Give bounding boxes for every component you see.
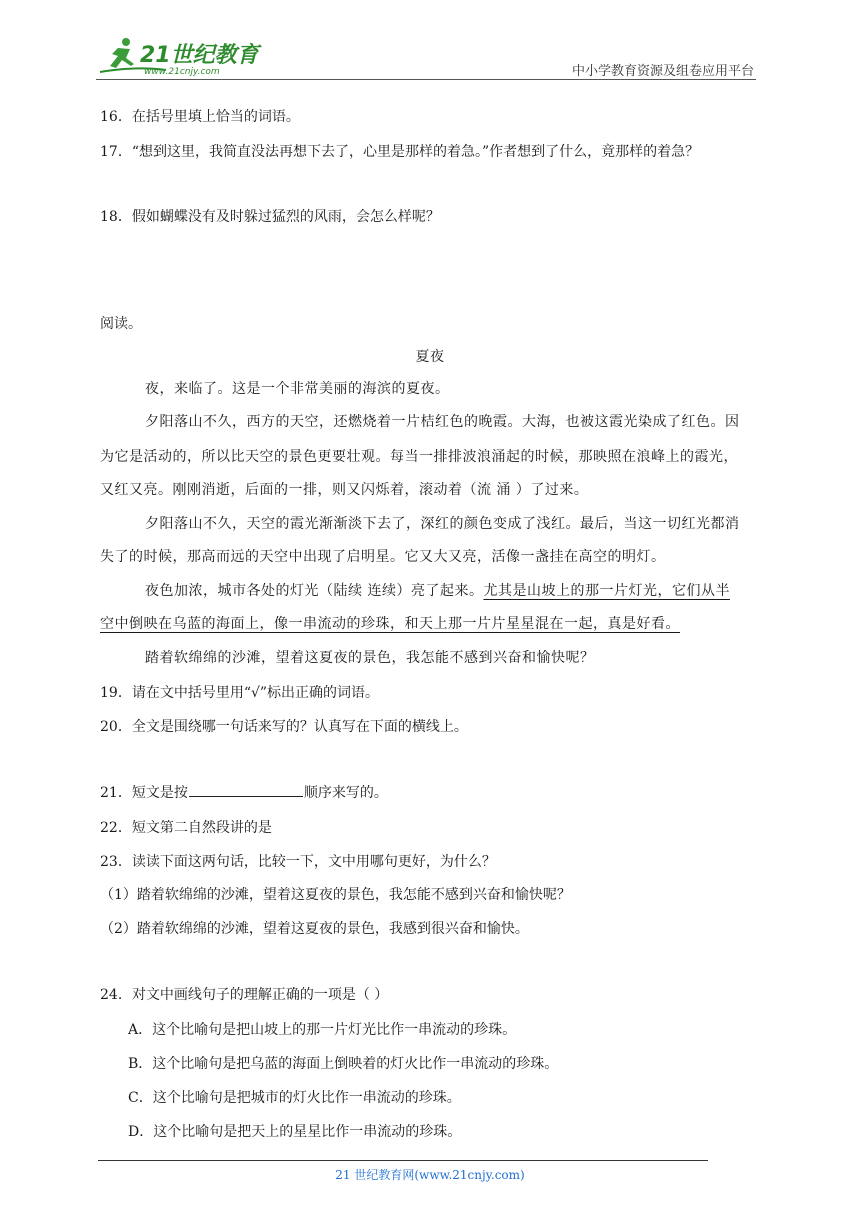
question-23: 23．读读下面这两句话，比较一下，文中用哪句更好，为什么？: [100, 854, 496, 870]
question-23-option-2: （2）踏着软绵绵的沙滩，望着这夏夜的景色，我感到很兴奋和愉快。: [100, 921, 529, 937]
question-17: 17．“想到这里，我简直没法再想下去了，心里是那样的着急。”作者想到了什么，竟那样的着急？: [100, 144, 700, 160]
logo-text: 21世纪教育: [140, 43, 259, 68]
question-18: 18．假如蝴蝶没有及时躲过猛烈的风雨，会怎么样呢？: [100, 209, 440, 225]
passage-p3-line1: 夕阳落山不久，天空的霞光渐渐淡下去了，深红的颜色变成了浅红。最后，当这一切红光都消: [145, 516, 740, 532]
footer-divider: [98, 1160, 708, 1161]
passage-p4-line1: [145, 580, 730, 600]
question-24-option-d: D．这个比喻句是把天上的星星比作一串流动的珍珠。: [128, 1124, 462, 1140]
footer-link[interactable]: 21 世纪教育网(www.21cnjy.com): [335, 1168, 525, 1182]
answer-blank[interactable]: [189, 782, 303, 797]
underlined-sentence-part1: 尤其是山坡上的那一片灯光，它们从半: [483, 583, 730, 599]
passage-p2-line3: 又红又亮。刚刚消逝，后面的一排，则又闪烁着，滚动着（流 涌 ）了过来。: [100, 482, 589, 498]
passage-p3-line2: 失了的时候，那高而远的天空中出现了启明星。它又大又亮，活像一盏挂在高空的明灯。: [100, 549, 666, 565]
logo-subtext: www.21cnjy.com: [144, 67, 220, 77]
question-23-option-1: （1）踏着软绵绵的沙滩，望着这夏夜的景色，我怎能不感到兴奋和愉快呢？: [100, 887, 571, 903]
header-platform-name: 中小学教育资源及组卷应用平台: [571, 64, 754, 79]
question-24: 24．对文中画线句子的理解正确的一项是（ ）: [100, 987, 389, 1003]
question-24-option-b: B．这个比喻句是把乌蓝的海面上倒映着的灯火比作一串流动的珍珠。: [128, 1056, 559, 1072]
passage-p1: 夜，来临了。这是一个非常美丽的海滨的夏夜。: [145, 381, 450, 397]
question-20: 20．全文是围绕哪一句话来写的？认真写在下面的横线上。: [100, 719, 468, 735]
question-16: 16．在括号里填上恰当的词语。: [100, 109, 300, 125]
question-21-start: 21．短文是按: [100, 785, 188, 801]
passage-title: 夏夜: [415, 349, 445, 365]
site-logo: [96, 36, 266, 80]
question-21: [100, 782, 388, 802]
passage-p2-line2: 为它是活动的，所以比天空的景色更要壮观。每当一排排波浪涌起的时候，那映照在浪峰上的霞光，: [100, 449, 738, 465]
question-21-end: 顺序来写的。: [303, 785, 388, 801]
header-divider: [96, 79, 756, 80]
passage-p4-plain: 夜色加浓，城市各处的灯光（陆续 连续）亮了起来。: [145, 583, 484, 599]
reading-label: 阅读。: [100, 316, 142, 332]
underlined-sentence-part2: 空中倒映在乌蓝的海面上，像一串流动的珍珠，和天上那一片片星星混在一起，真是好看。: [100, 616, 680, 632]
question-24-option-a: A．这个比喻句是把山坡上的那一片灯光比作一串流动的珍珠。: [128, 1022, 517, 1038]
question-22: 22．短文第二自然段讲的是: [100, 820, 272, 836]
question-24-option-c: C．这个比喻句是把城市的灯火比作一串流动的珍珠。: [128, 1090, 461, 1106]
question-19: 19．请在文中括号里用“√”标出正确的词语。: [100, 685, 380, 701]
passage-p5: 踏着软绵绵的沙滩，望着这夏夜的景色，我怎能不感到兴奋和愉快呢？: [145, 650, 595, 666]
passage-p2-line1: 夕阳落山不久，西方的天空，还燃烧着一片桔红色的晚霞。大海，也被这霞光染成了红色。因: [145, 414, 740, 430]
